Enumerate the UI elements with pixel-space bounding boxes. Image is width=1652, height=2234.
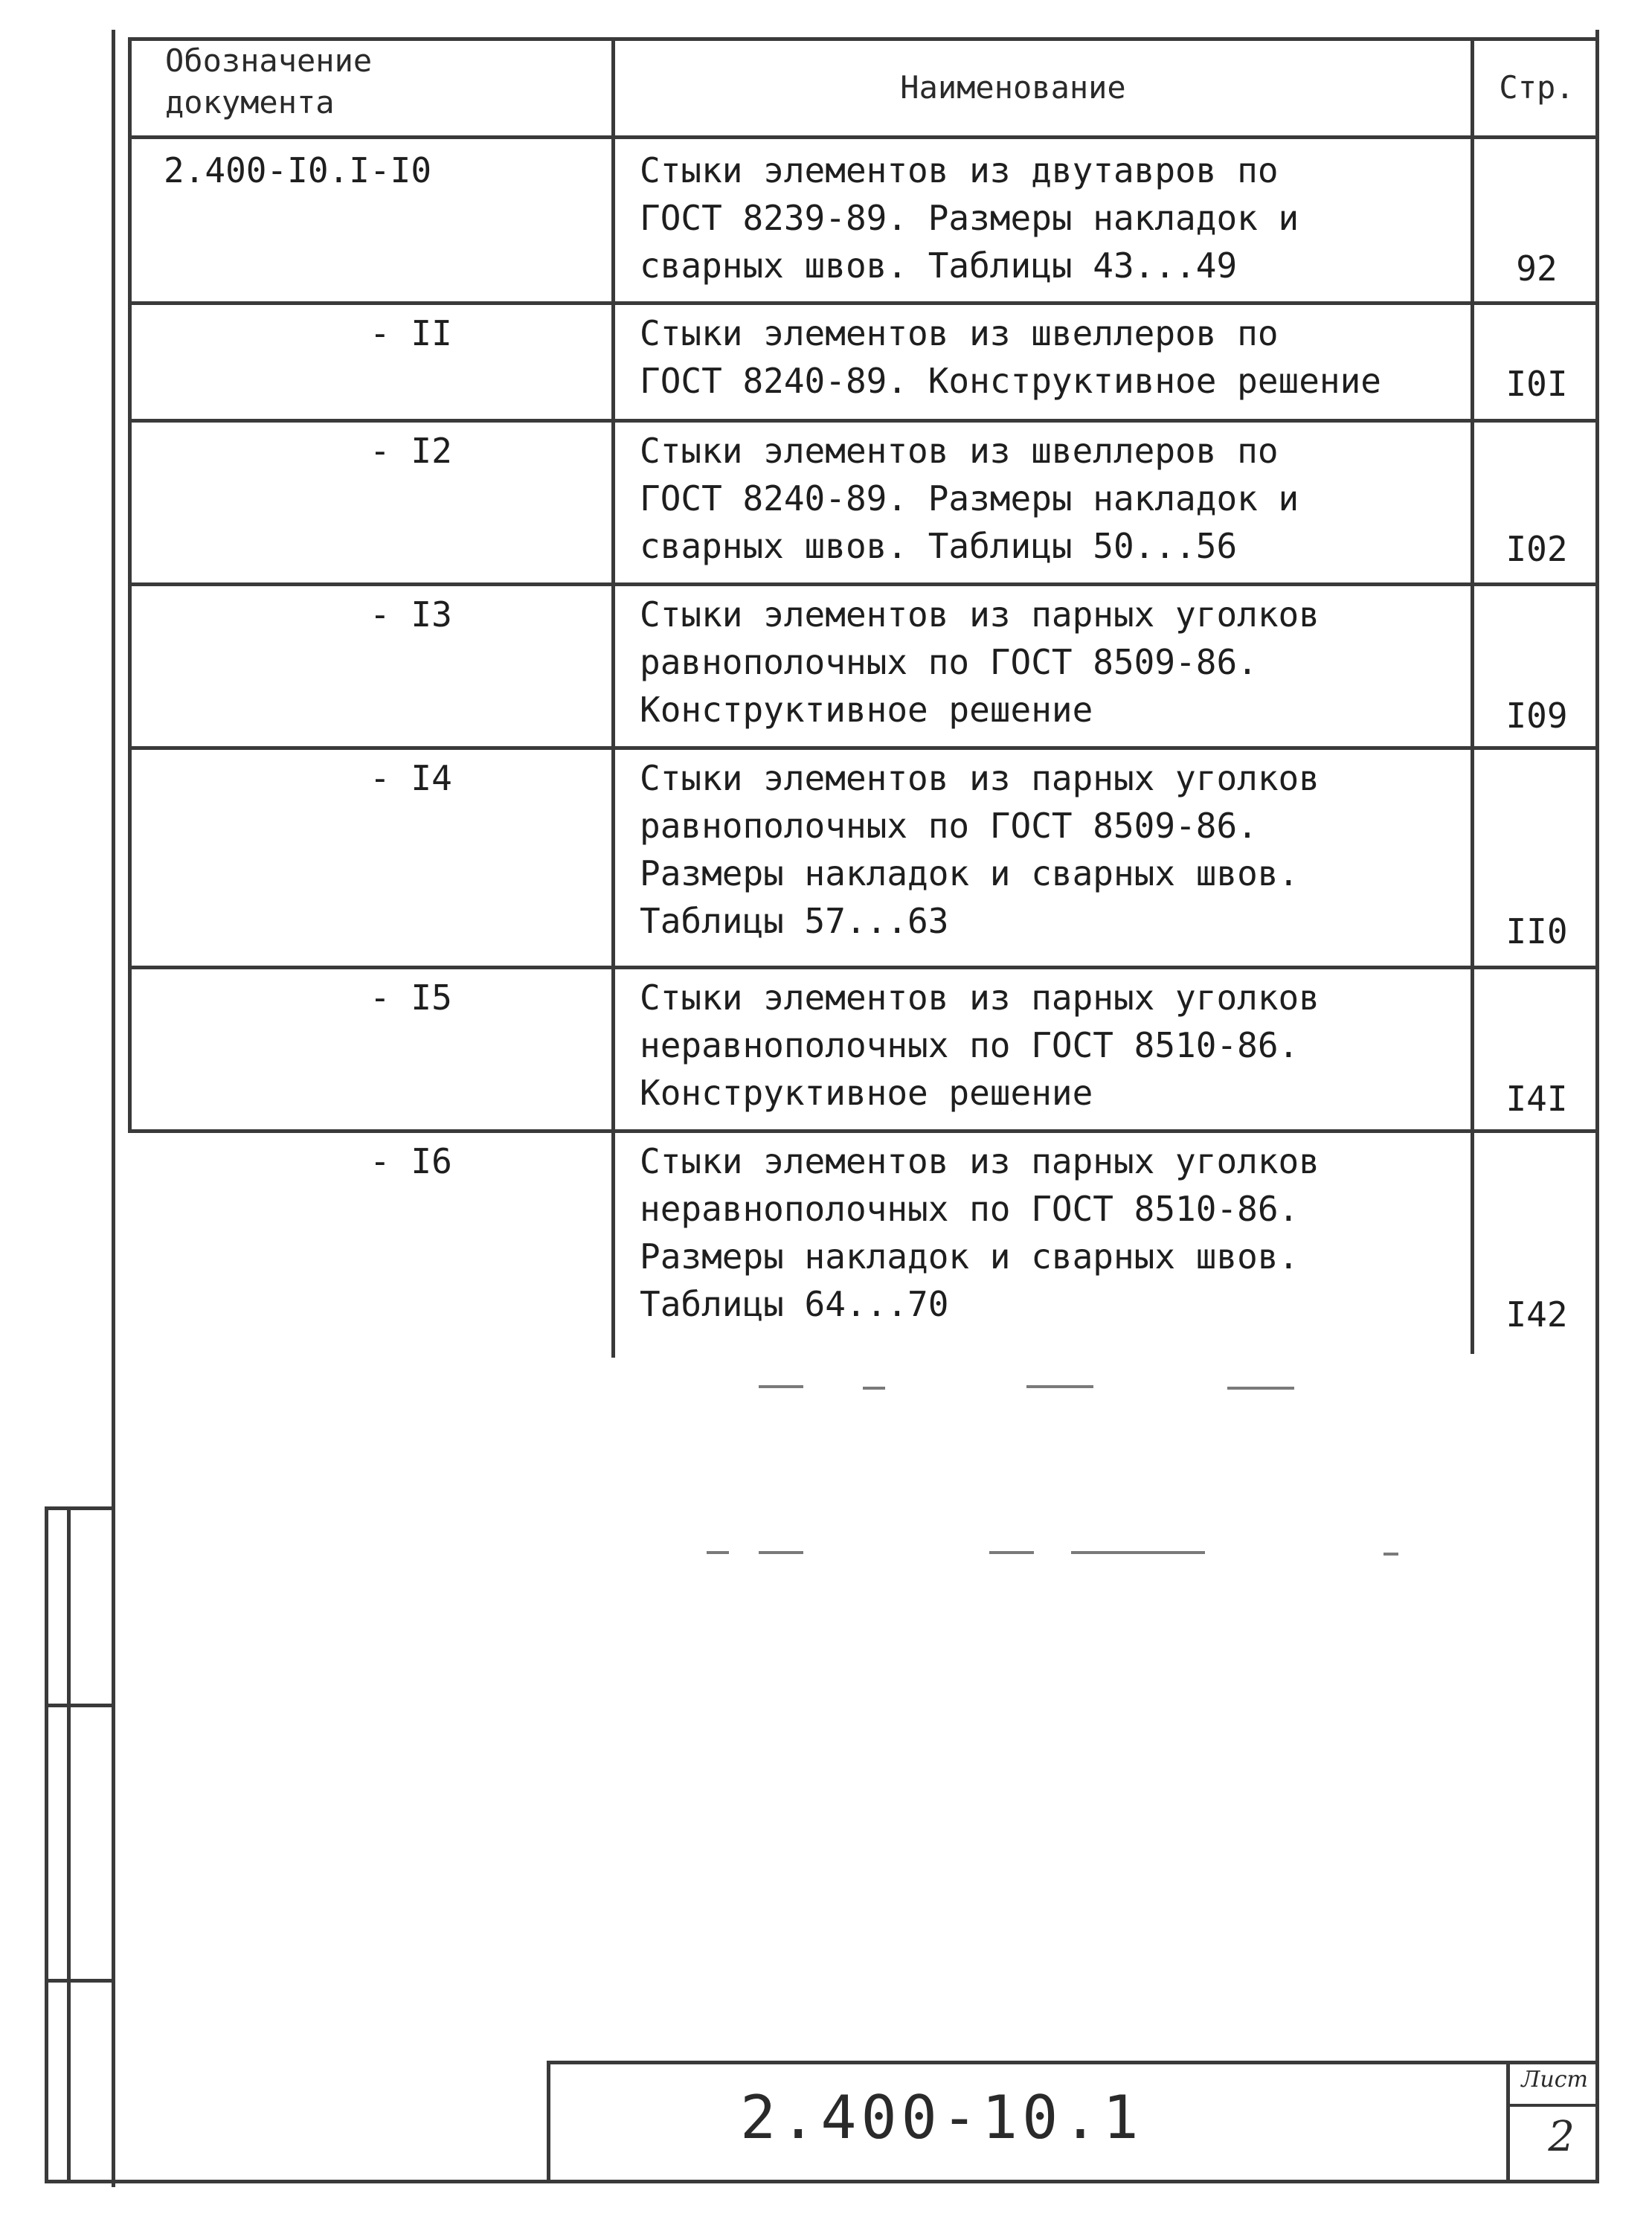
row-name: Стыки элементов из парных уголков равнополочных по ГОСТ 8509-86. Конструктивное решение <box>640 594 1320 730</box>
row-page: I0I <box>1505 364 1568 404</box>
table-row <box>128 139 1599 301</box>
sheet-label: Лист <box>1521 2067 1588 2093</box>
row-code: - I4 <box>370 758 452 798</box>
row-name: Стыки элементов из парных уголков неравнополочных по ГОСТ 8510-86. Размеры накладок и сварных швов. Таблицы 64...70 <box>640 1141 1320 1324</box>
row-code: - I6 <box>370 1141 452 1181</box>
row-page: I09 <box>1505 696 1568 736</box>
header-name <box>615 40 1471 135</box>
table-row <box>128 750 1599 966</box>
row-code: - I3 <box>370 594 452 635</box>
scan-artifact <box>1383 1553 1398 1556</box>
row-name: Стыки элементов из двутавров по ГОСТ 8239-89. Размеры накладок и сварных швов. Таблицы 43...49 <box>640 150 1299 286</box>
scan-artifact <box>989 1551 1034 1554</box>
row-name: Стыки элементов из парных уголков неравнополочных по ГОСТ 8510-86. Конструктивное решение <box>640 978 1320 1113</box>
sheet-number: 2 <box>1548 2113 1575 2161</box>
row-name: Стыки элементов из швеллеров по ГОСТ 8240-89. Конструктивное решение <box>640 313 1381 401</box>
header-code <box>165 40 604 135</box>
header-code-text: Обозначение документа <box>165 42 373 121</box>
row-name: Стыки элементов из парных уголков равнополочных по ГОСТ 8509-86. Размеры накладок и сварных швов. Таблицы 57...63 <box>640 758 1320 941</box>
scan-artifact <box>1026 1385 1093 1388</box>
scan-artifact <box>759 1385 803 1388</box>
document-code: 2.400-10.1 <box>740 2083 1143 2152</box>
scan-artifact <box>759 1551 803 1554</box>
header-page <box>1474 40 1599 135</box>
table-row <box>128 423 1599 582</box>
scan-artifact <box>707 1551 729 1554</box>
scan-artifact <box>1071 1551 1205 1554</box>
frame-left-border <box>112 30 115 2187</box>
row-page: I42 <box>1505 1294 1568 1335</box>
row-code: - I5 <box>370 978 452 1018</box>
table-row <box>128 586 1599 746</box>
contents-table <box>128 37 1599 1369</box>
row-code: - I2 <box>370 431 452 471</box>
table-row <box>128 1133 1599 1356</box>
row-page: II0 <box>1505 911 1568 951</box>
row-code: 2.400-I0.I-I0 <box>164 150 432 190</box>
row-name: Стыки элементов из швеллеров по ГОСТ 8240-89. Размеры накладок и сварных швов. Таблицы 50...56 <box>640 431 1299 566</box>
table-row <box>128 969 1599 1129</box>
header-page-text: Стр. <box>1499 69 1575 106</box>
title-block <box>547 2061 1595 2183</box>
row-page: I4I <box>1505 1079 1568 1119</box>
header-name-text: Наименование <box>900 69 1126 106</box>
scan-artifact <box>1227 1387 1294 1390</box>
row-page: I02 <box>1505 529 1568 569</box>
scan-artifact <box>863 1387 885 1390</box>
row-page: 92 <box>1516 248 1558 289</box>
row-code: - II <box>370 313 452 353</box>
table-row <box>128 305 1599 419</box>
